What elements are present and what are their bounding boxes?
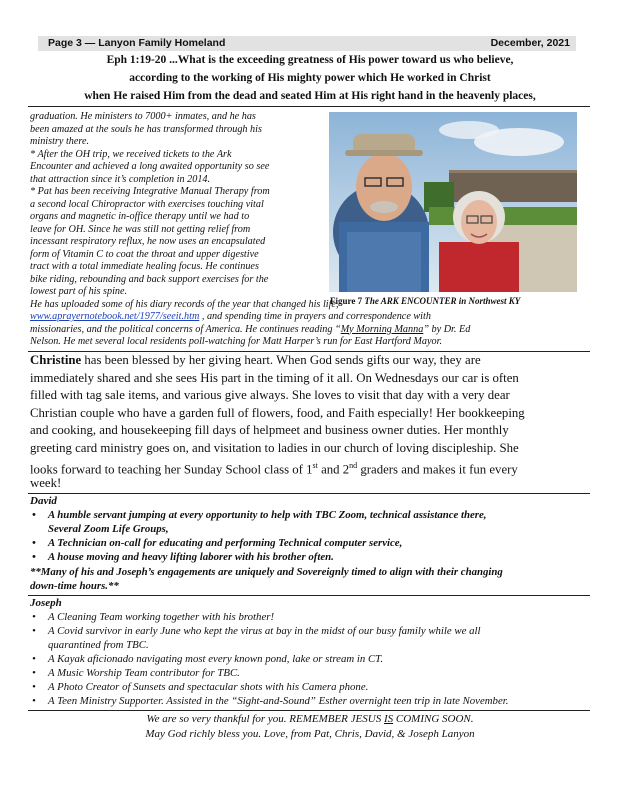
bullet: • xyxy=(32,611,36,623)
text-line: organs and magnetic in-office therapy until we had to xyxy=(30,211,250,222)
page-header-date: December, 2021 xyxy=(490,37,570,49)
closing-line xyxy=(30,712,590,726)
divider xyxy=(28,710,590,711)
list-item-text: A humble servant jumping at every opportunity to help with TBC Zoom, technical assistance there, xyxy=(48,509,487,521)
david-note: **Many of his and Joseph’s engagements are uniquely and Sovereignly timed to align with their changing xyxy=(30,566,503,578)
book-title: My Morning Manna xyxy=(340,323,424,335)
text-line: Nelson. He met several local residents poll-watching for Matt Harper’s run for East Hartford Mayor. xyxy=(30,336,443,347)
text-line: Encounter and achieved a long awaited opportunity so see xyxy=(30,161,270,172)
text-line: graduation. He ministers to 7000+ inmates, and he has xyxy=(30,111,256,122)
bullet: • xyxy=(32,509,36,521)
bullet: • xyxy=(32,625,36,637)
text-line: ministry there. xyxy=(30,136,90,147)
text-line: lowest part of his spine. xyxy=(30,286,128,297)
diary-link[interactable]: www.aprayernotebook.net/1977/seeit.htm xyxy=(30,311,200,322)
text-run: We are so very thankful for you. REMEMBER JESUS xyxy=(146,713,384,725)
text-line: form of Vitamin C to coat the throat and upper digestive xyxy=(30,248,259,260)
text-run: , and spending time in prayers and correspondence with xyxy=(199,311,431,322)
list-item-text: A Photo Creator of Sunsets and spectacular shots with his Camera phone. xyxy=(48,681,369,693)
list-item-text: A house moving and heavy lifting laborer with his brother often. xyxy=(48,551,334,563)
text-line: week! xyxy=(30,475,62,490)
text-line: and cooking, and housekeeping fill days of helpmeet and business owner duties. Her monthly xyxy=(30,423,509,437)
david-note: down-time hours.** xyxy=(30,580,119,592)
text-line: bike riding, rebounding and back support exercises for the xyxy=(30,273,269,285)
text-line: a second local Chiropractor with exercises touching vital xyxy=(30,198,264,210)
list-item-text: A Covid survivor in early June who kept the virus at bay in the midst of our busy family while we all xyxy=(48,625,481,637)
bullet: • xyxy=(32,667,36,679)
superscript: st xyxy=(312,461,318,470)
text-run: COMING SOON. xyxy=(393,713,474,725)
list-item-text: A Music Worship Team contributor for TBC. xyxy=(48,667,240,679)
page-header-bar xyxy=(38,36,576,51)
text-run: graders and makes it fun every xyxy=(357,462,518,477)
text-line: Christian couple who have a garden full of flowers, food, and Faith especially! Her bookkeeping xyxy=(30,405,525,420)
text-line: incessant respiratory reflux, he now uses an encapsulated xyxy=(30,236,266,247)
bullet: • xyxy=(32,681,36,693)
figure-label: Figure 7 xyxy=(330,296,363,306)
text-run: has been blessed by her giving heart. When God sends gifts our way, they are xyxy=(81,353,481,367)
text-run: looks forward to teaching her Sunday School class of 1 xyxy=(30,462,313,477)
text-line xyxy=(30,324,470,336)
divider xyxy=(28,493,590,494)
text-line: greeting card ministry goes on, and visitation to ladies in our church of loving discipleship. She xyxy=(30,440,519,455)
text-line xyxy=(30,457,518,478)
list-item-text: A Technician on-call for educating and performing Technical computer service, xyxy=(48,537,403,549)
christine-first-line xyxy=(30,352,481,369)
text-run: ” by Dr. Ed xyxy=(423,323,471,335)
text-line: He has uploaded some of his diary records of the year that changed his life, xyxy=(30,298,339,310)
page-header-title: Page 3 — Lanyon Family Homeland xyxy=(48,37,226,49)
scripture-verse-line: according to the working of His mighty power which He worked in Christ xyxy=(129,72,491,84)
text-line: that attraction since it’s completion in 2014. xyxy=(30,173,211,185)
text-line: * Pat has been receiving Integrative Manual Therapy from xyxy=(30,186,270,197)
emphasis: IS xyxy=(383,713,394,725)
text-line: filled with tag sale items, and various give always. She loves to visit that day with a very dear xyxy=(30,388,510,402)
scripture-verse-line: when He raised Him from the dead and seated Him at His right hand in the heavenly places, xyxy=(84,90,536,102)
closing-signature: May God richly bless you. Love, from Pat, Chris, David, & Joseph Lanyon xyxy=(145,728,475,740)
scripture-verse-line: Eph 1:19-20 ...What is the exceeding greatness of His power toward us who believe, xyxy=(106,54,514,66)
divider xyxy=(28,595,590,596)
christine-name: Christine xyxy=(30,353,82,367)
superscript: nd xyxy=(349,461,358,470)
photo-illustration xyxy=(329,112,577,292)
list-item-text: quarantined from TBC. xyxy=(48,639,149,651)
figure-caption xyxy=(330,296,520,306)
list-item-text: A Cleaning Team working together with his brother! xyxy=(48,611,275,623)
joseph-heading: Joseph xyxy=(30,597,62,609)
text-line: tract with a total immediate healing focus. He continues xyxy=(30,261,259,272)
text-run: missionaries, and the political concerns of America. He continues reading “ xyxy=(30,323,341,335)
list-item-text: Several Zoom Life Groups, xyxy=(48,523,169,535)
david-heading: David xyxy=(30,495,57,507)
ark-encounter-photo xyxy=(329,112,577,292)
bullet: • xyxy=(32,551,36,563)
text-line: been amazed at the souls he has transformed through his xyxy=(30,123,262,135)
list-item-text: A Kayak aficionado navigating most every known pond, lake or stream in CT. xyxy=(48,653,384,665)
text-run: and 2 xyxy=(317,462,350,477)
list-item-text: A Teen Ministry Supporter. Assisted in the “Sight-and-Sound” Esther overnight teen trip in late November. xyxy=(48,695,509,707)
text-line: leave for OH. Since he was still not getting relief from xyxy=(30,223,251,235)
bullet: • xyxy=(32,537,36,549)
text-line xyxy=(30,311,431,323)
figure-title: The ARK ENCOUNTER in Northwest KY xyxy=(364,296,521,306)
text-line: immediately shared and she sees His part in the timing of it all. On Wednesdays our car is often xyxy=(30,370,519,385)
divider xyxy=(28,106,590,107)
bullet: • xyxy=(32,653,36,665)
bullet: • xyxy=(32,695,36,707)
text-line: * After the OH trip, we received tickets to the Ark xyxy=(30,148,232,160)
